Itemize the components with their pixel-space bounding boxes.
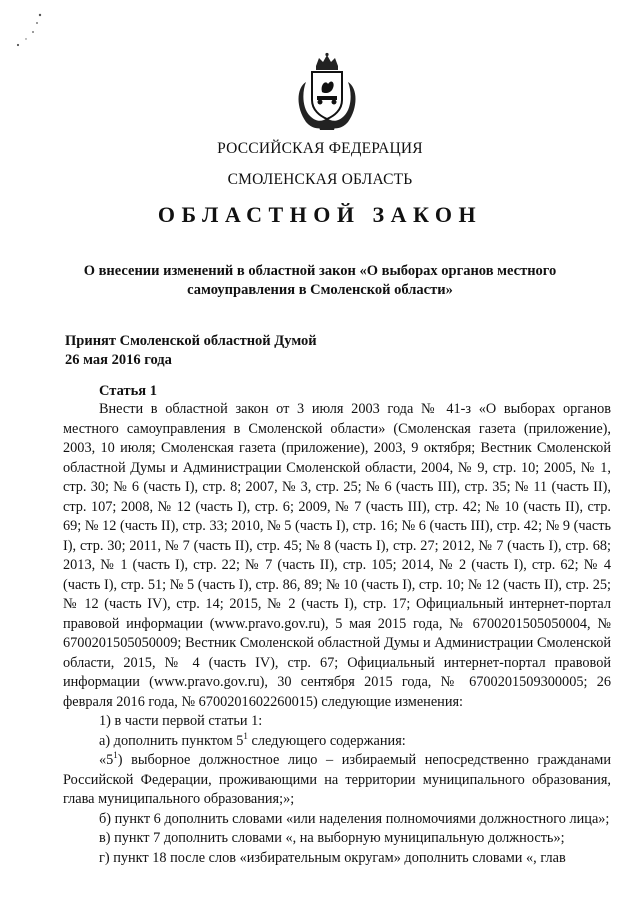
article-heading: Статья 1 — [99, 383, 157, 399]
adopted-by: Принят Смоленской областной Думой — [65, 333, 317, 349]
article-body — [63, 400, 611, 868]
law-subject-line: О внесении изменений в областной закон «О выборах органов местного — [83, 263, 557, 279]
adoption-date: 26 мая 2016 года — [65, 352, 172, 368]
list-item: б) пункт 6 дополнить словами «или наделения полномочиями должностного лица»; — [99, 810, 610, 827]
region-heading: СМОЛЕНСКАЯ ОБЛАСТЬ — [227, 171, 413, 188]
list-item: в) пункт 7 дополнить словами «, на выборную муниципальную должность»; — [99, 830, 565, 846]
document-type-title: ОБЛАСТНОЙ ЗАКОН — [157, 202, 483, 227]
adoption-info — [65, 332, 317, 370]
list-item: г) пункт 18 после слов «избирательным округам» дополнить словами «, глав — [99, 849, 566, 866]
coat-of-arms-icon — [292, 52, 362, 132]
law-subject — [80, 262, 560, 300]
scan-specks — [10, 10, 50, 50]
list-item: а) дополнить пунктом $5^1$ следующего содержания: — [99, 730, 406, 749]
list-item: 1) в части первой статьи 1: — [99, 713, 263, 729]
law-subject-line: самоуправления в Смоленской области» — [187, 282, 453, 298]
article-intro: Внести в областной закон от 3 июля 2003 года № 41-з «О выборах органов местного самоуправления в Смоленской области» (Смоленская газета (приложение), 2003, 10 июля; Смоленская газета (приложение), 2003, 9 октября; Вестник Смоленской областной Думы и Администрации Смоленской области, 2004, № 9, стр. 10; 2005, № 1, стр. 30; № 6 (часть I), стр. 8; 2007, № 3, стр. 25; № 6 (часть III), стр. 35; № 11 (часть II), стр. 107; 2008, № 12 (часть I), стр. 6; 2009, № 7 (часть III), стр. 42; № 10 (часть II), стр. 69; № 12 (часть II), стр. 33; 2010, № 5 (часть I), стр. 16; № 6 (часть III), стр. 42; № 9 (часть I), стр. 30; 2011, № 7 (часть II), стр. 45; № 8 (часть I), стр. 27; 2012, № 7 (часть I), стр. 68; 2013, № 1 (часть I), стр. 22; № 7 (часть II), стр. 105; 2014, № 2 (часть I), стр. 62; № 4 (часть I), стр. 51; № 5 (часть I), стр. 86, 89; № 10 (часть I), стр. 10; № 12 (часть II), стр. 25; № 12 (часть IV), стр. 14; 2015, № 2 (часть I), стр. 17; Официальный интернет-портал правовой информации (www.pravo.gov.ru), 5 мая 2015 года, № 6700201505050004, № 6700201505050009; Вестник Смоленской областной Думы и Администрации Смоленской области, 2015, № 4 (часть IV), стр. 67; Официальный интернет-портал правовой информации (www.pravo.gov.ru), 30 сентября 2015 года, № 6700201509300005; 26 февраля 2016 года, № 6700201602260015) следующие изменения: — [63, 401, 611, 710]
country-heading: РОССИЙСКАЯ ФЕДЕРАЦИЯ — [217, 140, 423, 157]
quoted-definition: «$5^1$) выборное должностное лицо – избираемый непосредственно гражданами Российской Федерации, проживающими на территории муниципального образования, глава муниципального образования;»; — [63, 750, 611, 807]
